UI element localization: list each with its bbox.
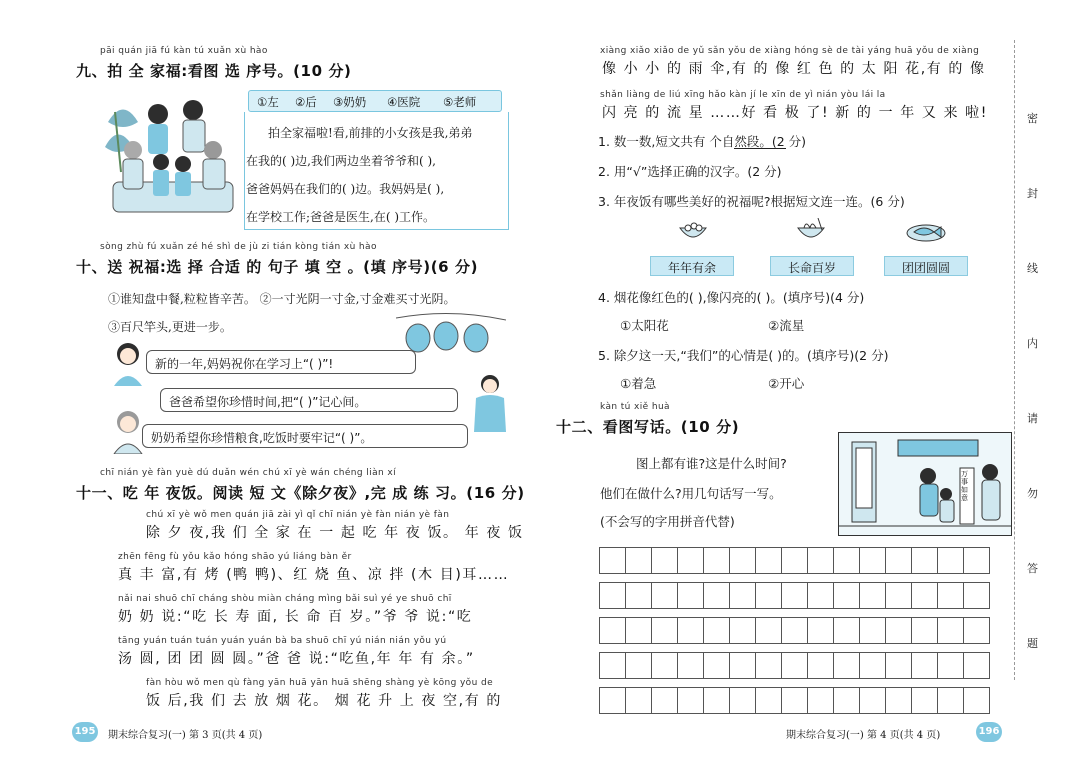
passage-pinyin-2: zhēn fēng fù yǒu kǎo hóng shāo yú liáng bàn ěr bbox=[118, 552, 352, 562]
s10-options-line1: ①谁知盘中餐,粒粒皆辛苦。 ②一寸光阴一寸金,寸金难买寸光阴。 bbox=[108, 292, 456, 306]
speech-bubble-mother bbox=[146, 350, 416, 374]
s9-line-1: 拍全家福啦!看,前排的小女孩是我,弟弟 bbox=[268, 126, 473, 140]
mother-avatar bbox=[110, 340, 146, 386]
bowl-of-tangyuan-icon bbox=[678, 220, 708, 242]
section11-title: 十一、吃 年 夜饭。阅读 短 文《除夕夜》,完 成 练 习。(16 分) bbox=[76, 484, 525, 502]
option-5: ⑤老师 bbox=[443, 95, 477, 109]
passage-pinyin-3: nǎi nai shuō chī cháng shòu miàn cháng mìng bǎi suì yé ye shuō chī bbox=[118, 594, 452, 604]
new-year-scene-illustration bbox=[838, 432, 1012, 536]
blessing-label-3-text: 团团圆圆 bbox=[901, 261, 950, 275]
seal-char-8: 题 bbox=[1027, 637, 1038, 650]
option-1: ①左 bbox=[257, 95, 279, 109]
right-passage-line-1: 像 小 小 的 雨 伞,有 的 像 红 色 的 太 阳 花,有 的 像 bbox=[602, 61, 986, 77]
footer-left-text: 期末综合复习(一) 第 3 页(共 4 页) bbox=[108, 730, 263, 741]
blessing-label-1-text: 年年有余 bbox=[667, 261, 716, 275]
option-4: ④医院 bbox=[387, 95, 421, 109]
right-page bbox=[540, 0, 1080, 764]
page-number-left: 195 bbox=[72, 722, 98, 742]
writing-grid[interactable] bbox=[599, 547, 989, 722]
page-number-right: 196 bbox=[976, 722, 1002, 742]
s12-prompt-1: 图上都有谁?这是什么时间? bbox=[636, 456, 787, 471]
grandma-avatar bbox=[110, 408, 146, 454]
question-4: 4. 烟花像红色的( ),像闪亮的( )。(填序号)(4 分) bbox=[598, 290, 865, 305]
bubble-grandma-text: 奶奶希望你珍惜粮食,吃饭时要牢记“( )”。 bbox=[151, 431, 373, 445]
q4-option-2: ②流星 bbox=[768, 318, 805, 333]
passage-line-5: 饭 后,我 们 去 放 烟 花。 烟 花 升 上 夜 空,有 的 bbox=[146, 693, 502, 709]
passage-pinyin-5: fàn hòu wǒ men qù fàng yān huā yān huā shēng shàng yè kōng yǒu de bbox=[146, 678, 494, 688]
passage-line-4: 汤 圆, 团 团 圆 圆。”爸 爸 说:“吃鱼,年 年 有 余。” bbox=[118, 651, 475, 667]
blessing-label-3[interactable] bbox=[884, 256, 968, 276]
right-passage-pinyin-1: xiàng xiǎo xiǎo de yǔ sǎn yǒu de xiàng hóng sè de tài yáng huā yǒu de xiàng bbox=[600, 46, 980, 56]
passage-pinyin-4: tāng yuán tuán tuán yuán yuán bà ba shuō chī yú nián nián yǒu yú bbox=[118, 636, 447, 646]
seal-char-2: 封 bbox=[1027, 187, 1038, 200]
question-1: 1. 数一数,短文共有 个自然段。(2 分) bbox=[598, 134, 807, 149]
bubble-father-text: 爸爸希望你珍惜时间,把“( )”记心间。 bbox=[169, 395, 367, 409]
s9-line-2: 在我的( )边,我们两边坐着爷爷和( ), bbox=[246, 154, 436, 168]
blessing-label-2-text: 长命百岁 bbox=[787, 261, 836, 275]
s10-options-line2: ③百尺竿头,更进一步。 bbox=[108, 320, 232, 334]
passage-line-1: 除 夕 夜,我 们 全 家 在 一 起 吃 年 夜 饭。 年 夜 饭 bbox=[146, 525, 524, 541]
s9-line-3: 爸爸妈妈在我们的( )边。我妈妈是( ), bbox=[246, 182, 445, 196]
q5-option-2: ②开心 bbox=[768, 376, 805, 391]
bowl-of-noodles-icon bbox=[796, 218, 826, 242]
question-5: 5. 除夕这一天,“我们”的心情是( )的。(填序号)(2 分) bbox=[598, 348, 889, 363]
speech-bubble-grandma bbox=[142, 424, 468, 448]
bubble-mother-text: 新的一年,妈妈祝你在学习上“( )”! bbox=[155, 357, 334, 371]
q5-option-1: ①着急 bbox=[620, 376, 657, 391]
father-avatar bbox=[470, 372, 510, 432]
footer-right-text: 期末综合复习(一) 第 4 页(共 4 页) bbox=[786, 730, 941, 741]
seal-char-3: 线 bbox=[1027, 262, 1038, 275]
right-passage-line-2: 闪 亮 的 流 星 ……好 看 极 了! 新 的 一 年 又 来 啦! bbox=[602, 105, 988, 121]
s12-prompt-3: (不会写的字用拼音代替) bbox=[600, 514, 735, 529]
passage-pinyin-1: chú xī yè wǒ men quán jiā zài yì qǐ chī nián yè fàn nián yè fàn bbox=[146, 510, 450, 520]
passage-line-3: 奶 奶 说:“吃 长 寿 面, 长 命 百 岁。”爷 爷 说:“吃 bbox=[118, 609, 473, 625]
section11-pinyin: chī nián yè fàn yuè dú duǎn wén chú xī yè wán chéng liàn xí bbox=[100, 468, 396, 478]
option-3: ③奶奶 bbox=[333, 95, 367, 109]
speech-bubble-father bbox=[160, 388, 458, 412]
section12-title: 十二、看图写话。(10 分) bbox=[556, 418, 740, 436]
family-photo-illustration bbox=[103, 92, 243, 222]
right-passage-pinyin-2: shǎn liàng de liú xīng hǎo kàn jí le xīn de yì nián yòu lái la bbox=[600, 90, 886, 100]
section12-pinyin: kàn tú xiě huà bbox=[600, 402, 670, 412]
seal-char-6: 勿 bbox=[1027, 487, 1038, 500]
seal-char-5: 请 bbox=[1027, 412, 1038, 425]
scene-couplet-text: 万事如意 bbox=[961, 470, 968, 502]
s12-prompt-2: 他们在做什么?用几句话写一写。 bbox=[600, 486, 782, 501]
question-3: 3. 年夜饭有哪些美好的祝福呢?根据短文连一连。(6 分) bbox=[598, 194, 905, 209]
seal-char-4: 内 bbox=[1027, 337, 1038, 350]
passage-line-2: 真 丰 富,有 烤 (鸭 鸭)、红 烧 鱼、凉 拌 (木 目)耳…… bbox=[118, 567, 510, 583]
section10-pinyin: sòng zhù fú xuǎn zé hé shì de jù zi tián kòng tián xù hào bbox=[100, 242, 377, 252]
question-2: 2. 用“√”选择正确的汉字。(2 分) bbox=[598, 164, 782, 179]
section9-pinyin: pāi quán jiā fú kàn tú xuǎn xù hào bbox=[100, 46, 268, 56]
plate-of-fish-icon bbox=[906, 220, 946, 242]
seal-char-7: 答 bbox=[1027, 562, 1038, 575]
blessing-label-1[interactable] bbox=[650, 256, 734, 276]
seal-dashed-line bbox=[1014, 40, 1015, 680]
section9-options-bar bbox=[248, 90, 502, 112]
q4-option-1: ①太阳花 bbox=[620, 318, 669, 333]
blessing-label-2[interactable] bbox=[770, 256, 854, 276]
q1-answer-blank[interactable] bbox=[734, 148, 786, 149]
option-2: ②后 bbox=[295, 95, 317, 109]
section9-title: 九、拍 全 家福:看图 选 序号。(10 分) bbox=[76, 62, 352, 80]
section10-title: 十、送 祝福:选 择 合适 的 句子 填 空 。(填 序号)(6 分) bbox=[76, 258, 479, 276]
s9-line-4: 在学校工作;爸爸是医生,在( )工作。 bbox=[246, 210, 436, 224]
seal-char-1: 密 bbox=[1027, 112, 1038, 125]
